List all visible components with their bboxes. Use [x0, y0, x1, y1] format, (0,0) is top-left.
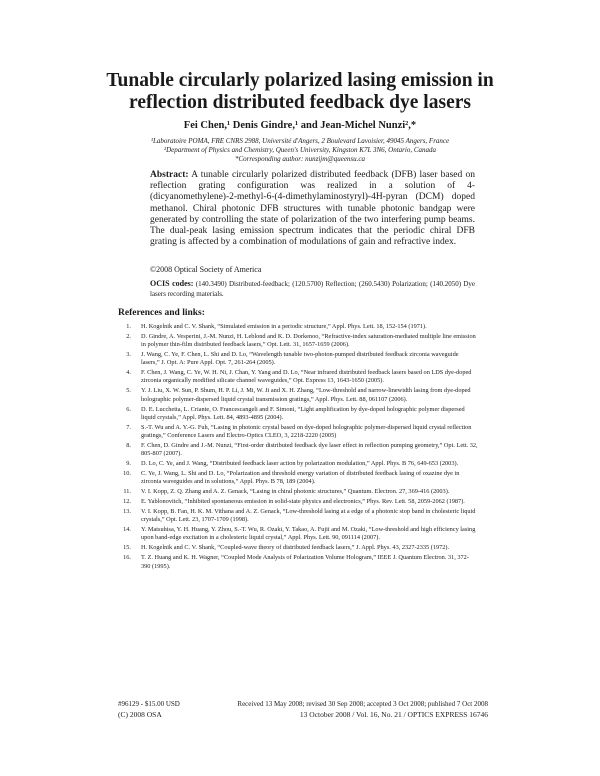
reference-number: 11.	[123, 488, 131, 496]
reference-text: H. Kogelnik and C. V. Shank, “Coupled-wave theory of distributed feedback lasers,” J. Appl. Phys. 43, 2327-2335 (1972).	[141, 544, 450, 552]
reference-number: 1.	[126, 323, 131, 330]
affiliation-1: ¹Laboratoire POMA, FRE CNRS 2988, Université d'Angers, 2 Boulevard Lavoisier, 49045 Angers, France	[150, 137, 450, 145]
reference-item	[118, 544, 478, 552]
reference-item	[118, 460, 478, 468]
reference-number: 4.	[126, 369, 131, 377]
reference-number: 15.	[123, 544, 131, 552]
reference-text: D. Gindre, A. Vesperini, J.-M. Nunzi, H. Leblond and K. D. Dorkenoo, “Refractive-index saturation-mediated multiple line emission in polymer thin-film distributed feedback lasers,” Opt. Lett. 31, 1657-1659 (2006).	[141, 333, 476, 349]
reference-item	[118, 333, 478, 349]
reference-text: C. Ye, J. Wang, L. Shi and D. Lo, “Polarization and threshold energy variation of distributed feedback lasing of oxazine dye in zirconia waveguides and in solutions,” Appl. Phys. B 78, 189 (2004).	[141, 469, 460, 486]
abstract-text: A tunable circularly polarized distributed feedback (DFB) laser based on reflection grating configuration was realized in a solution of 4-(dicyanomethylene)-2-methyl-6-(4-dimethylaminostyryl)-4H-pyran (DCM) doped methanol. Chiral photonic DFB structures with tunable photonic bandgap were generated by controlling the state of polarization of the two interfering pump beams. The dual-peak lasing emission spectrum indicates that the periodic chiral DFB grating is affected by a combination of modulations of gain and refractive index.	[150, 170, 475, 248]
reference-text: Y. J. Liu, X. W. Sun, P. Shum, H. P. Li, J. Mi, W. Ji and X. H. Zhang, “Low-threshold and narrow-linewidth lasing from dye-doped holographic polymer-dispersed liquid crystal transmission gratings,” Appl. Phys. Lett. 88, 061107 (2006).	[141, 387, 471, 403]
reference-number: 10.	[123, 469, 131, 477]
reference-text: T. Z. Huang and K. H. Wagner, “Coupled Mode Analysis of Polarization Volume Hologram,” IEEE J. Quantum Electron. 31, 372-390 (1995).	[141, 554, 469, 570]
paper-title	[60, 70, 540, 114]
footer-doc-id: #96129 - $15.00 USD	[118, 700, 180, 708]
reference-item	[118, 387, 478, 403]
footer-copyright: (C) 2008 OSA	[118, 710, 162, 719]
reference-number: 5.	[126, 387, 131, 395]
reference-number: 3.	[126, 351, 131, 359]
reference-text: F. Chen, J. Wang, C. Ye, W. H. Ni, J. Chan, Y. Yang and D. Lo, “Near infrared distributed feedback lasers based on LDS dye-doped zirconia organically modified silicate channel waveguides,” Opt. Express 13, 1643-1650 (2005).	[141, 369, 472, 385]
reference-number: 2.	[126, 333, 131, 341]
reference-number: 14.	[123, 526, 131, 534]
affiliations	[60, 137, 540, 164]
title-line-2: reflection distributed feedback dye lasers	[129, 92, 471, 113]
reference-number: 6.	[126, 405, 131, 413]
corresponding-author: *Corresponding author: nunzijm@queensu.ca	[234, 155, 366, 163]
reference-item	[118, 508, 478, 524]
title-line-1: Tunable circularly polarized lasing emission in	[106, 70, 494, 91]
reference-number: 13.	[123, 508, 131, 516]
reference-item	[118, 351, 478, 367]
copyright-notice: ©2008 Optical Society of America	[150, 265, 262, 274]
reference-item	[118, 488, 478, 496]
ocis-text: (140.3490) Distributed-feedback; (120.5700) Reflection; (260.5430) Polarization; (140.2050) Dye lasers recording materials.	[150, 280, 475, 298]
footer-journal: 13 October 2008 / Vol. 16, No. 21 / OPTICS EXPRESS 16746	[299, 710, 488, 719]
footer-received: Received 13 May 2008; revised 30 Sep 2008; accepted 3 Oct 2008; published 7 Oct 2008	[237, 700, 488, 708]
reference-item	[118, 406, 478, 422]
reference-number: 7.	[126, 423, 131, 431]
abstract-label: Abstract:	[150, 170, 189, 180]
reference-item	[118, 442, 478, 458]
ocis-label: OCIS codes:	[150, 279, 194, 288]
reference-number: 9.	[126, 459, 131, 467]
reference-item	[118, 424, 478, 440]
reference-text: V. I. Kopp, Z. Q. Zhang and A. Z. Genack, “Lasing in chiral photonic structures,” Quantum. Electron. 27, 369-416 (2003).	[141, 488, 450, 496]
reference-list	[118, 323, 478, 573]
reference-number: 8.	[126, 441, 131, 449]
references-heading: References and links:	[118, 308, 205, 318]
reference-text: H. Kogelnik and C. V. Shank, “Simulated emission in a periodic structure,” Appl. Phys. Lett. 18, 152-154 (1971).	[141, 323, 427, 330]
author-list: Fei Chen,¹ Denis Gindre,¹ and Jean-Michel Nunzi²,*	[183, 120, 417, 131]
reference-item	[118, 554, 478, 570]
reference-text: Y. Matsuhisa, Y. H. Huang, Y. Zhou, S.-T. Wu, R. Ozaki, Y. Takao, A. Fujii and M. Ozaki, “Low-threshold and high efficiency lasing upon band-edge excitation in a cholesteric liquid crystal,” Appl. Phys. Lett. 90, 091114 (2007).	[141, 526, 476, 542]
reference-item	[118, 526, 478, 542]
reference-text: V. I. Kopp, B. Fan, H. K. M. Vithana and A. Z. Genack, “Low-threshold lasing at a edge of a photonic stop band in cholesteric liquid crystals,” Opt. Lett. 23, 1707-1709 (1998).	[141, 508, 476, 524]
footer-row-1	[118, 700, 488, 708]
page-footer	[118, 700, 488, 719]
reference-text: D. E. Lucchetta, L. Criante, O. Francescangeli and F. Simoni, “Light amplification by dye-doped holographic polymer dispersed liquid crystals,” Appl. Phys. Lett. 84, 4893-4895 (2004).	[141, 405, 465, 421]
abstract	[150, 170, 475, 248]
reference-text: F. Chen, D. Gindre and J.-M. Nunzi, “First-order distributed feedback dye laser effect in reflection pumping geometry,” Opt. Lett. 32, 805-807 (2007).	[141, 441, 478, 457]
reference-text: J. Wang, C. Ye, F. Chen, L. Shi and D. Lo, “Wavelength tunable two-photon-pumped distributed feedback zirconia waveguide lasers,” J. Opt. A: Pure Appl. Opt. 7, 261-264 (2005).	[141, 351, 459, 367]
reference-item	[118, 470, 478, 486]
reference-text: D. Lo, C. Ye, and J. Wang, “Distributed feedback laser action by polarization modulation,” Appl. Phys. B 76, 649-653 (2003).	[141, 459, 459, 467]
affiliation-2: ²Department of Physics and Chemistry, Queen's University, Kingston K7L 3N6, Ontario, Canada	[164, 146, 436, 154]
reference-number: 16.	[123, 554, 131, 562]
reference-item	[118, 369, 478, 385]
reference-text: S.-T. Wu and A. Y.-G. Fuh, “Lasing in photonic crystal based on dye-doped holographic polymer-dispersed liquid crystal reflection gratings,” Conference Lasers and Electro-Optics CLEO, 3, 2218-2220 (2005)	[141, 423, 472, 439]
reference-item	[118, 498, 478, 506]
ocis-codes	[150, 279, 475, 299]
reference-item	[118, 323, 478, 331]
reference-number: 12.	[123, 498, 131, 506]
reference-text: E. Yablonovitch, “Inhibited spontaneous emission in solid-state physics and electronics,” Phys. Rev. Lett. 58, 2059-2062 (1987).	[141, 498, 465, 506]
footer-row-2	[118, 710, 488, 719]
